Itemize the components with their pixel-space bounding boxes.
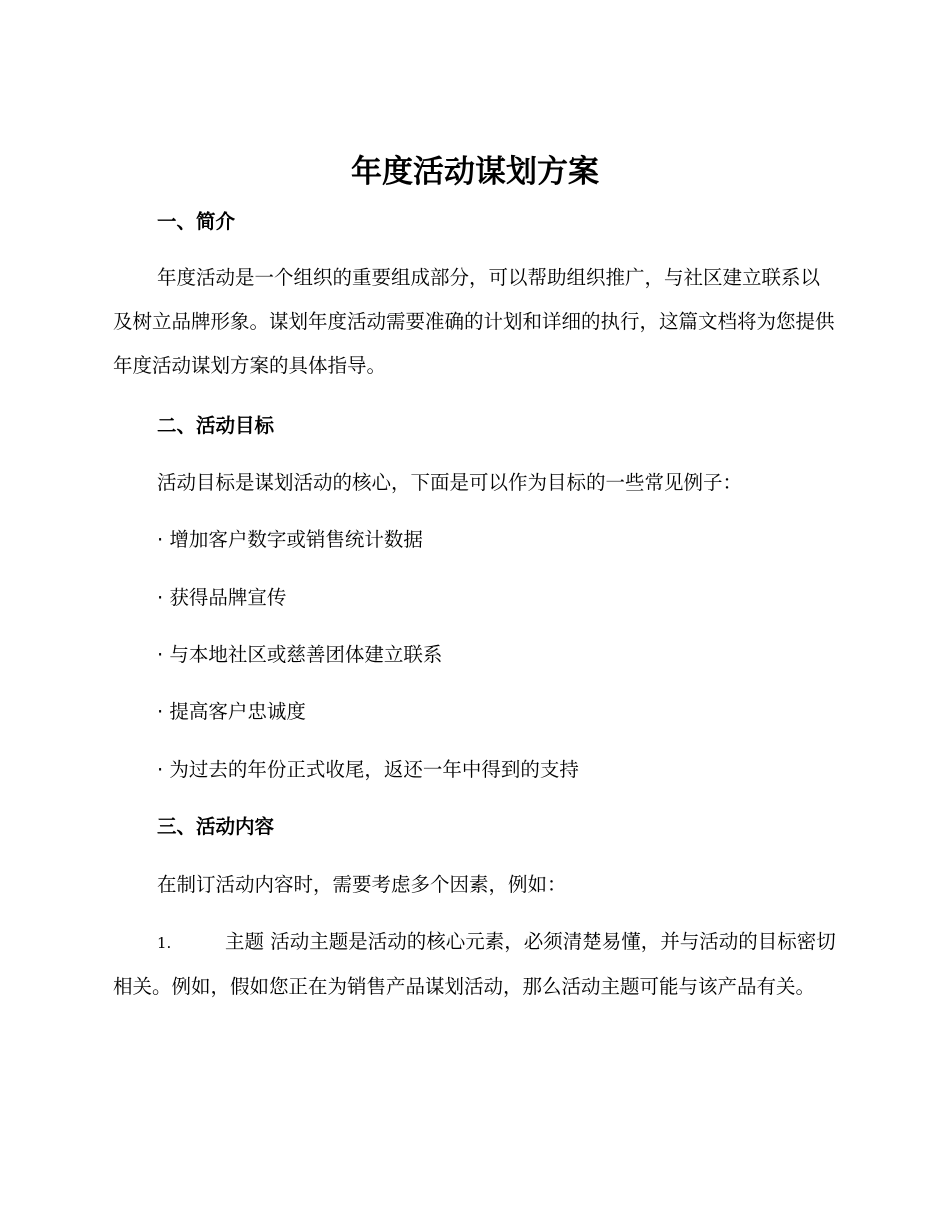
- document-title: 年度活动谋划方案: [351, 154, 599, 190]
- content-intro: 在制订活动内容时，需要考虑多个因素，例如：: [157, 873, 567, 896]
- goal-bullet-item: · 为过去的年份正式收尾，返还一年中得到的支持: [157, 758, 579, 781]
- list-item-text: 主题 活动主题是活动的核心元素，必须清楚易懂，并与活动的目标密切相关。例如，假如您正在为销售产品谋划活动，那么活动主题可能与该产品有关。: [113, 930, 836, 998]
- goal-bullet-item: · 与本地社区或慈善团体建立联系: [157, 643, 443, 666]
- goals-intro: 活动目标是谋划活动的核心，下面是可以作为目标的一些常见例子：: [157, 471, 743, 494]
- list-number: 1.: [157, 934, 172, 952]
- intro-paragraph: 年度活动是一个组织的重要组成部分，可以帮助组织推广，与社区建立联系以及树立品牌形象。谋划年度活动需要准确的计划和详细的执行，这篇文档将为您提供年度活动谋划方案的具体指导。: [113, 266, 835, 377]
- goal-bullet-item: · 增加客户数字或销售统计数据: [157, 528, 423, 551]
- section-heading-intro: 一、简介: [157, 210, 236, 233]
- goal-bullet-item: · 提高客户忠诚度: [157, 700, 306, 723]
- numbered-list-item: [113, 920, 837, 1009]
- goal-bullet-item: · 获得品牌宣传: [157, 586, 287, 609]
- section-heading-goals: 二、活动目标: [157, 414, 275, 437]
- section-heading-content: 三、活动内容: [157, 815, 275, 838]
